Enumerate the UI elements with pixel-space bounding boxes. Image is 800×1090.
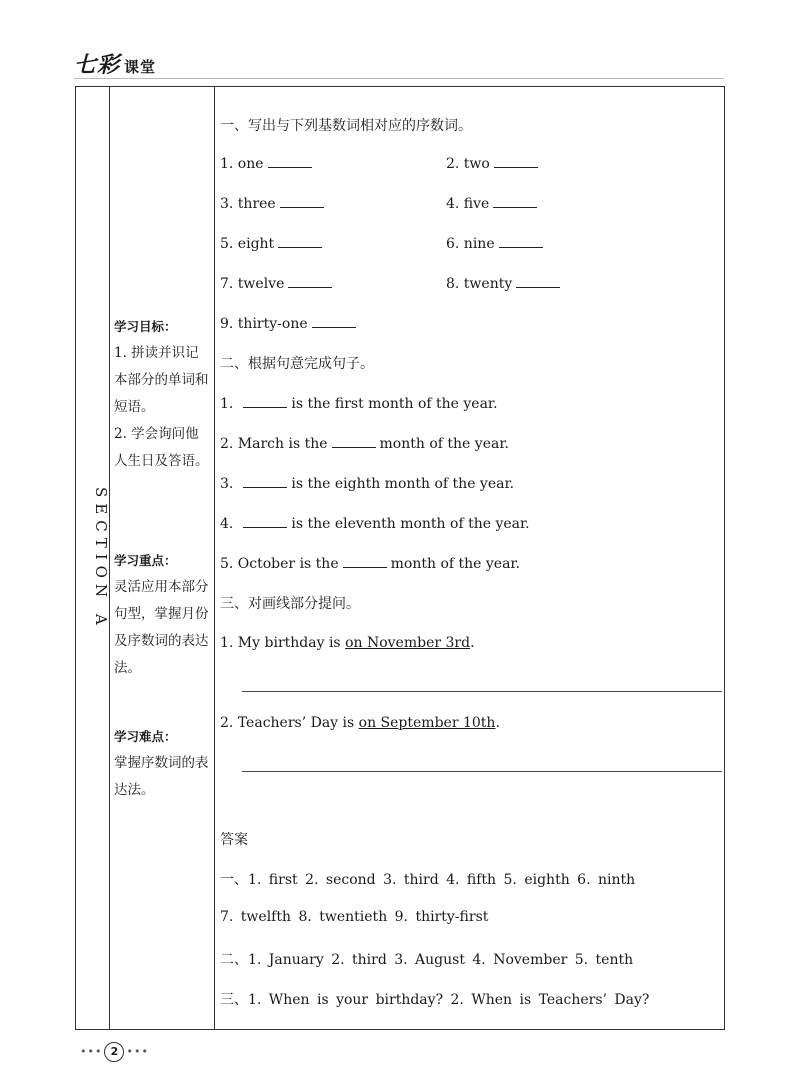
goal-1: 1. 拼读并识记本部分的单词和短语。 (114, 345, 209, 415)
q-item: 1. one (220, 153, 312, 172)
q-item: 2. two (446, 153, 538, 172)
answer-line-3: 二、1. January 2. third 3. August 4. November 5. tenth (220, 952, 634, 968)
answer-blank[interactable] (243, 473, 287, 488)
brand-logo (74, 48, 156, 79)
question-2: 2. Teachers’ Day is on September 10th. (220, 715, 500, 731)
question-1: 1. My birthday is on November 3rd. (220, 635, 475, 651)
q-item: 6. nine (446, 233, 543, 252)
q-item: 4. five (446, 193, 537, 212)
underlined-phrase: on September 10th (358, 715, 496, 731)
answer-line[interactable] (242, 771, 722, 772)
answer-blank[interactable] (280, 193, 324, 208)
answer-line-1: 一、1. first 2. second 3. third 4. fifth 5. eighth 6. ninth (220, 872, 636, 888)
answer-blank[interactable] (332, 433, 376, 448)
answer-line[interactable] (242, 691, 722, 692)
q-item: 9. thirty-one (220, 313, 356, 332)
page-dots-left: ••• (80, 1045, 103, 1058)
key-text: 灵活应用本部分句型，掌握月份及序数词的表达法。 (114, 579, 209, 676)
objectives-column (110, 87, 215, 1029)
answer-blank[interactable] (493, 193, 537, 208)
sentence-3: 3. is the eighth month of the year. (220, 473, 514, 492)
exercise-column (216, 87, 724, 1029)
answer-blank[interactable] (278, 233, 322, 248)
part3-title: 三、对画线部分提问。 (220, 596, 360, 612)
answer-blank[interactable] (243, 393, 287, 408)
difficulty-block (114, 723, 210, 804)
part2-title: 二、根据句意完成句子。 (220, 356, 374, 372)
lesson-table (75, 86, 725, 1030)
answer-blank[interactable] (516, 273, 560, 288)
sentence-2: 2. March is the month of the year. (220, 433, 509, 452)
answer-blank[interactable] (499, 233, 543, 248)
page-number-value: 2 (104, 1042, 124, 1062)
page-number (80, 1042, 149, 1062)
part1-title: 一、写出与下列基数词相对应的序数词。 (220, 118, 472, 134)
answer-blank[interactable] (494, 153, 538, 168)
objectives-block (114, 313, 210, 475)
answer-blank[interactable] (312, 313, 356, 328)
brand-sub: 课堂 (124, 58, 157, 76)
answer-line-2: 7. twelfth 8. twentieth 9. thirty-first (220, 909, 489, 925)
answer-blank[interactable] (343, 553, 387, 568)
brand-name: 七彩 (74, 52, 121, 78)
goal-2: 2. 学会询问他人生日及答语。 (114, 426, 209, 469)
q-item: 5. eight (220, 233, 322, 252)
sentence-1: 1. is the first month of the year. (220, 393, 498, 412)
q-item: 3. three (220, 193, 324, 212)
answer-blank[interactable] (243, 513, 287, 528)
key-points-block (114, 547, 210, 682)
header-divider (74, 78, 724, 79)
diff-text: 掌握序数词的表达法。 (114, 755, 209, 798)
answer-title: 答案 (220, 832, 248, 848)
sentence-5: 5. October is the month of the year. (220, 553, 520, 572)
answer-blank[interactable] (268, 153, 312, 168)
sentence-4: 4. is the eleventh month of the year. (220, 513, 530, 532)
section-label: SECTION A (92, 487, 110, 631)
q-item: 8. twenty (446, 273, 560, 292)
section-column (76, 87, 110, 1029)
answer-blank[interactable] (288, 273, 332, 288)
diff-title: 学习难点： (114, 729, 177, 744)
goal-title: 学习目标： (114, 319, 177, 334)
page-dots-right: ••• (126, 1045, 149, 1058)
answer-line-4: 三、1. When is your birthday? 2. When is Teachers’ Day? (220, 992, 650, 1008)
key-title: 学习重点： (114, 553, 177, 568)
q-item: 7. twelve (220, 273, 332, 292)
underlined-phrase: on November 3rd (345, 635, 471, 651)
